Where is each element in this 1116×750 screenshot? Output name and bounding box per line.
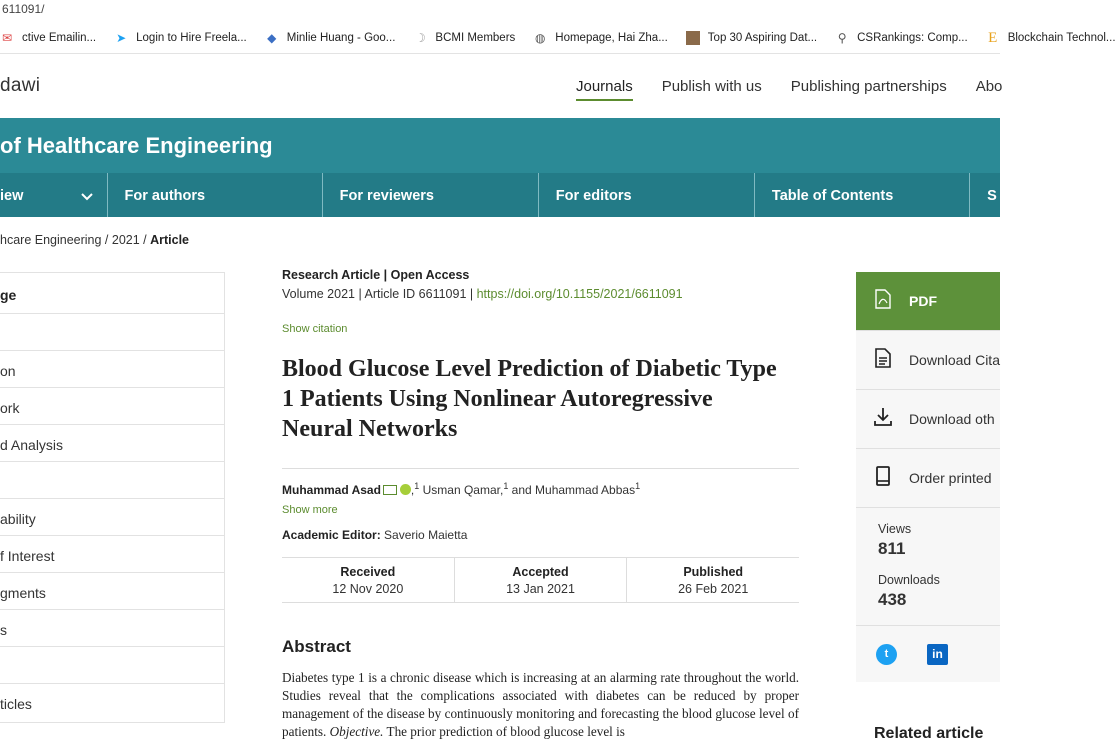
journal-banner	[0, 118, 1000, 173]
twitter-icon[interactable]: t	[876, 644, 897, 665]
author-1[interactable]: Muhammad Asad	[282, 483, 381, 497]
order-printed-label: Order printed	[909, 470, 992, 486]
toc-item-data-availability[interactable]: ability	[0, 499, 224, 536]
pdf-button[interactable]	[856, 272, 1000, 331]
journal-nav-label: For reviewers	[339, 188, 434, 204]
abstract-text-part: The prior prediction of blood glucose level is	[383, 724, 625, 739]
site-header	[0, 55, 1003, 118]
bookmark-6[interactable]	[686, 31, 817, 45]
date-received	[282, 558, 455, 602]
social-share	[856, 626, 1000, 682]
article-dates	[282, 557, 799, 603]
bookmark-label: Top 30 Aspiring Dat...	[707, 31, 818, 44]
moon-icon: ☽	[415, 30, 426, 45]
date-value: 26 Feb 2021	[678, 582, 749, 596]
article-metrics	[856, 508, 1000, 626]
journal-nav-special-issues[interactable]	[970, 173, 1000, 217]
order-printed-copies-button[interactable]	[856, 449, 1000, 508]
photo-icon	[686, 31, 700, 45]
pdf-label: PDF	[909, 293, 937, 309]
date-value: 13 Jan 2021	[506, 582, 575, 596]
abstract-objective-label: Objective.	[329, 724, 384, 739]
article-actions-panel	[856, 272, 1000, 682]
downloads-count: 438	[878, 590, 907, 609]
bookmark-label: Homepage, Hai Zha...	[555, 31, 668, 44]
author-3-affiliation: 1	[635, 481, 641, 491]
article-volume-line	[282, 287, 802, 301]
author-1-affiliation: 1	[414, 481, 420, 491]
site-logo[interactable]: dawi	[0, 75, 41, 96]
toc-item-results-analysis[interactable]: d Analysis	[0, 425, 224, 462]
date-label: Published	[683, 565, 744, 579]
journal-nav-for-reviewers[interactable]	[323, 173, 539, 217]
download-citation-button[interactable]	[856, 331, 1000, 390]
breadcrumb-path[interactable]: hcare Engineering / 2021 /	[0, 233, 151, 247]
date-accepted	[455, 558, 628, 602]
pdf-icon	[874, 289, 892, 314]
bookmark-label: CSRankings: Comp...	[857, 31, 968, 44]
article-main	[282, 268, 802, 741]
author-2-affiliation: 1	[503, 481, 509, 491]
journal-nav	[0, 173, 1000, 217]
breadcrumb-current: Article	[150, 233, 190, 247]
journal-nav-label: iew	[0, 188, 24, 204]
nav-about[interactable]: Abo	[975, 78, 1003, 95]
views-count: 811	[878, 539, 906, 558]
doi-link[interactable]: https://doi.org/10.1155/2021/6611091	[476, 287, 683, 301]
show-more-link[interactable]: Show more	[282, 504, 338, 516]
book-icon	[874, 466, 892, 491]
author-2[interactable]: Usman Qamar,	[422, 483, 504, 497]
downloads-label: Downloads	[878, 573, 940, 587]
bookmark-7[interactable]	[835, 31, 968, 45]
date-label: Received	[340, 565, 396, 579]
journal-nav-label: S	[987, 188, 997, 204]
bookmark-4[interactable]	[413, 31, 515, 45]
download-other-formats-button[interactable]	[856, 390, 1000, 449]
journal-nav-label: For authors	[124, 188, 206, 204]
toc-item-introduction[interactable]: on	[0, 351, 224, 388]
orcid-icon[interactable]	[400, 484, 411, 495]
abstract-text-part: Diabetes type 1 is a chronic disease which is increasing at an alarming rate throughout the world. Studies reveal that the complications associated with diabetes can be reduced by proper management of the disease by continuously monitoring and forecasting the blood glucose level of patients.	[282, 670, 799, 739]
doi-separator: |	[469, 287, 477, 301]
nav-publishing-partnerships[interactable]: Publishing partnerships	[790, 78, 947, 95]
url-text: 611091/	[2, 2, 45, 16]
document-icon	[874, 348, 892, 373]
author-3[interactable]: and Muhammad Abbas	[511, 483, 636, 497]
bookmark-label: Login to Hire Freela...	[136, 31, 247, 44]
mail-icon: ✉	[1, 30, 13, 45]
date-published	[627, 558, 799, 602]
journal-nav-overview[interactable]	[0, 173, 108, 217]
related-articles-heading: Related article	[874, 725, 984, 742]
bird-icon: ➤	[116, 30, 127, 45]
abstract-heading: Abstract	[282, 637, 351, 656]
bookmark-label: Blockchain Technol...	[1007, 31, 1116, 44]
globe-icon: ◍	[535, 30, 546, 45]
toc-item-references[interactable]: s	[0, 610, 224, 647]
download-icon	[874, 407, 892, 432]
letter-e-icon: E	[988, 29, 998, 46]
toc-item-conclusion[interactable]	[0, 462, 224, 499]
url-bar[interactable]	[0, 0, 1000, 22]
toc-item-acknowledgments[interactable]: gments	[0, 573, 224, 610]
journal-title[interactable]: of Healthcare Engineering	[0, 133, 273, 158]
diamond-icon: ◆	[267, 30, 277, 45]
mail-icon[interactable]	[383, 485, 397, 495]
top-nav	[576, 78, 1031, 101]
nav-journals[interactable]: Journals	[576, 78, 633, 101]
toc-item-related-work[interactable]: ork	[0, 388, 224, 425]
bookmark-1[interactable]	[0, 31, 96, 45]
journal-nav-for-editors[interactable]	[539, 173, 755, 217]
bookmark-2[interactable]	[114, 31, 247, 45]
date-label: Accepted	[512, 565, 569, 579]
abstract-text	[282, 669, 799, 741]
editor-name: Saverio Maietta	[384, 528, 468, 542]
editor-label: Academic Editor:	[282, 528, 381, 542]
search-icon: ⚲	[837, 30, 847, 45]
breadcrumb	[0, 233, 189, 247]
journal-nav-for-authors[interactable]	[108, 173, 323, 217]
linkedin-icon[interactable]: in	[927, 644, 948, 665]
article-title: Blood Glucose Level Prediction of Diabetic Type 1 Patients Using Nonlinear Autoregressive Neural Networks	[282, 356, 777, 442]
article-type: Research Article | Open Access	[282, 268, 470, 282]
article-toc-sidebar	[0, 272, 225, 723]
article-volume: Volume 2021	[282, 287, 355, 301]
toc-item-article-page[interactable]: ge	[0, 273, 224, 314]
bookmark-3[interactable]	[265, 31, 396, 45]
bookmark-label: Minlie Huang - Goo...	[286, 31, 396, 44]
bookmark-8[interactable]	[986, 31, 1116, 45]
views-label: Views	[878, 522, 912, 536]
author-list: Muhammad Asad ,$^1$ Usman Qamar,$^1$ and Muhammad Abbas$^1$	[282, 481, 641, 497]
download-citation-label: Download Cita	[908, 352, 1000, 368]
bookmark-5[interactable]	[533, 31, 668, 45]
download-other-label: Download oth	[909, 411, 995, 427]
bookmarks-bar	[0, 22, 1116, 54]
academic-editor	[282, 528, 802, 542]
date-value: 12 Nov 2020	[332, 582, 404, 596]
toc-item-conflicts-of-interest[interactable]: f Interest	[0, 536, 224, 573]
toc-item-abstract[interactable]	[0, 314, 224, 351]
show-citation-link[interactable]: Show citation	[282, 323, 348, 335]
nav-publish-with-us[interactable]: Publish with us	[661, 78, 762, 95]
title-divider	[282, 468, 799, 469]
bookmark-label: ctive Emailin...	[22, 31, 97, 44]
journal-nav-label: For editors	[555, 188, 632, 204]
journal-nav-label: Table of Contents	[771, 188, 894, 204]
toc-item-related-articles[interactable]: ticles	[0, 696, 32, 712]
journal-nav-table-of-contents[interactable]	[755, 173, 970, 217]
article-id: | Article ID 6611091	[354, 287, 470, 301]
toc-item-copyright[interactable]	[0, 647, 224, 684]
bookmark-label: BCMI Members	[435, 31, 516, 44]
chevron-down-icon	[81, 189, 93, 205]
